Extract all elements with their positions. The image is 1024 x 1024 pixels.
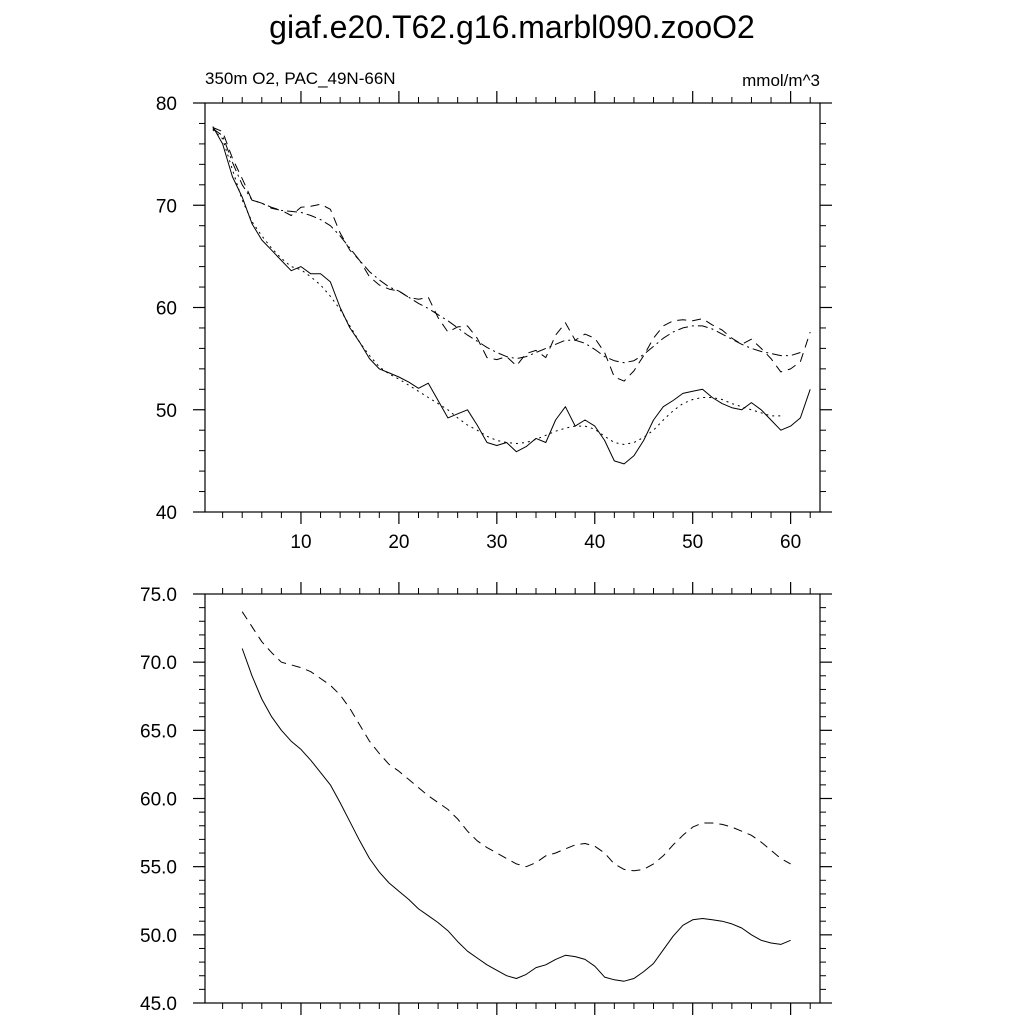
top-y-tick-label: 80 <box>155 94 177 115</box>
bottom-plot-frame <box>205 594 820 1003</box>
top-plot-frame <box>205 103 820 512</box>
bottom-y-tick-label: 45.0 <box>140 994 177 1015</box>
panel-right-string: mmol/m^3 <box>742 71 820 90</box>
figure-title: giaf.e20.T62.g16.marbl090.zooO2 <box>269 9 755 45</box>
panel-left-string: 350m O2, PAC_49N-66N <box>205 69 396 88</box>
top-series-line-dash <box>213 128 810 382</box>
top-y-tick-label: 50 <box>155 400 177 422</box>
top-series-line-dashdot <box>213 129 801 363</box>
bottom-y-tick-label: 50.0 <box>140 925 177 947</box>
top-x-tick-label: 20 <box>388 532 410 553</box>
bottom-panel <box>140 582 832 1015</box>
bottom-y-tick-label: 55.0 <box>140 857 177 879</box>
top-y-tick-label: 70 <box>155 196 177 218</box>
top-x-tick-label: 40 <box>584 532 606 553</box>
top-series-line-dot <box>213 130 781 445</box>
bottom-series-line-solid <box>242 649 790 982</box>
top-x-tick-label: 30 <box>486 532 508 553</box>
top-x-tick-label: 10 <box>290 532 312 553</box>
bottom-y-tick-label: 60.0 <box>140 789 177 811</box>
top-x-tick-label: 50 <box>682 532 704 553</box>
top-x-tick-label: 60 <box>780 532 802 553</box>
top-y-tick-label: 40 <box>155 503 177 524</box>
top-series-line-solid <box>213 127 810 464</box>
bottom-series-line-dash <box>242 612 790 871</box>
bottom-y-tick-label: 65.0 <box>140 721 177 743</box>
top-y-tick-label: 60 <box>155 298 177 320</box>
bottom-y-tick-label: 75.0 <box>140 585 177 606</box>
top-panel <box>156 91 832 553</box>
bottom-y-tick-label: 70.0 <box>140 653 177 675</box>
